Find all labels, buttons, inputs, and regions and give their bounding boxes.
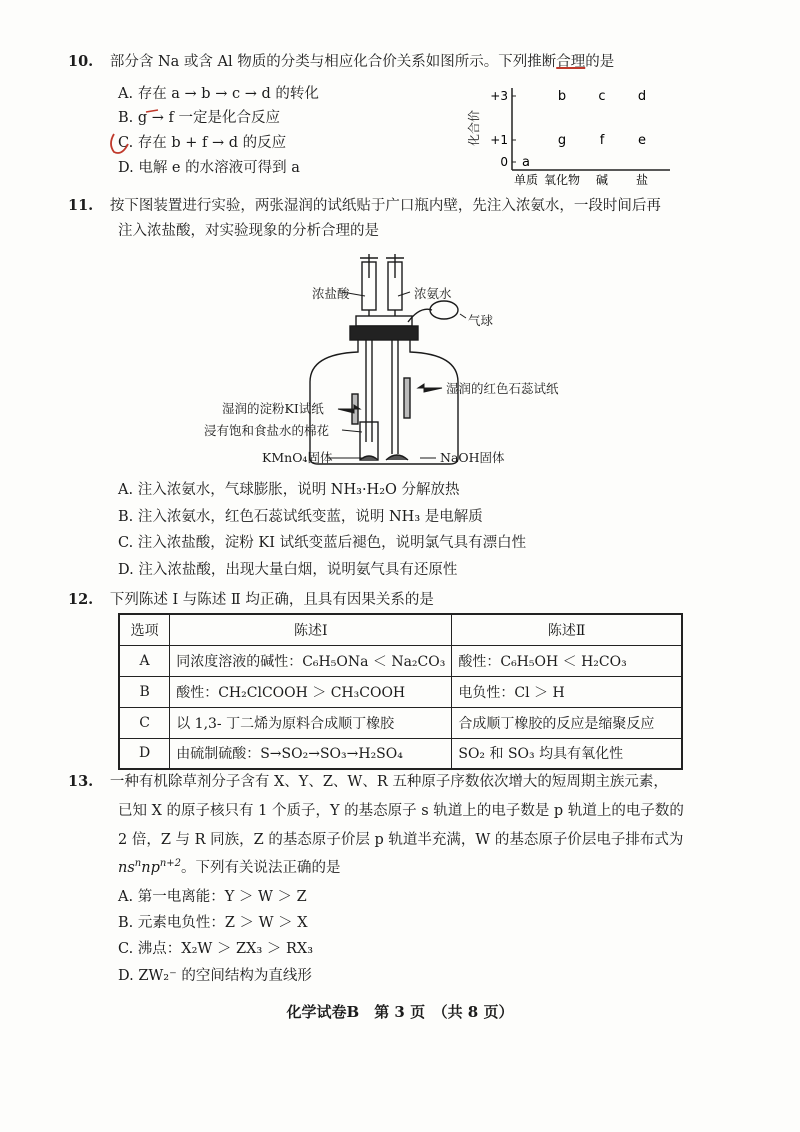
table-row xyxy=(119,707,682,738)
table-cell: 酸性：CH₂ClCOOH ＞ CH₃COOH xyxy=(170,676,452,707)
chart-point-a: a xyxy=(522,155,530,170)
table-header: 陈述Ⅰ xyxy=(170,614,452,645)
q11-option-c: C. 注入浓盐酸，淀粉 KI 试纸变蓝后褪色，说明氯气具有漂白性 xyxy=(118,535,527,551)
label-naoh: NaOH固体 xyxy=(440,450,505,465)
question-number: 12. xyxy=(68,591,94,608)
table-cell: 电负性：Cl ＞ H xyxy=(452,676,682,707)
handwritten-check-mark xyxy=(100,104,180,164)
table-cell: A xyxy=(119,645,170,676)
x-tick-label: 氧化物 xyxy=(543,173,581,187)
experiment-apparatus-figure xyxy=(210,254,540,474)
x-tick-label: 碱 xyxy=(595,173,609,187)
y-tick-label: +1 xyxy=(490,133,508,147)
underlined-word: 合理 xyxy=(556,54,586,70)
label-starch-ki: 湿润的淀粉KI试纸 xyxy=(222,401,324,416)
question-10-stem: 10. 部分含 Na 或含 Al 物质的分类与相应化合价关系如图所示。下列推断合理的是 xyxy=(68,53,615,70)
x-tick-label: 盐 xyxy=(635,173,649,187)
question-number: 11. xyxy=(68,197,94,214)
table-row xyxy=(119,738,682,769)
table-header: 陈述Ⅱ xyxy=(452,614,682,645)
label-cotton: 浸有饱和食盐水的棉花 xyxy=(204,423,330,438)
table-cell: 合成顺丁橡胶的反应是缩聚反应 xyxy=(452,707,682,738)
table-cell: SO₂ 和 SO₃ 均具有氧化性 xyxy=(452,738,682,769)
table-header-row xyxy=(119,614,682,645)
red-litmus-paper xyxy=(404,378,410,418)
y-tick-label: 0 xyxy=(500,155,508,169)
table-cell: 由硫制硫酸：S→SO₂→SO₃→H₂SO₄ xyxy=(170,738,452,769)
label-kmno4: KMnO₄固体 xyxy=(262,450,333,465)
chart-point-d: d xyxy=(637,89,647,104)
q13-option-c: C. 沸点：X₂W ＞ ZX₃ ＞ RX₃ xyxy=(118,941,314,957)
chart-point-c: c xyxy=(598,89,606,104)
question-number: 13. xyxy=(68,773,94,790)
table-cell: D xyxy=(119,738,170,769)
label-conc-hcl: 浓盐酸 xyxy=(312,286,350,301)
question-13-line2: 已知 X 的原子核只有 1 个质子，Y 的基态原子 s 轨道上的电子数是 p 轨道上的电子数的 xyxy=(118,803,684,819)
question-13-line4: $ns^nnp^{n+2}$。下列有关说法正确的是 xyxy=(118,858,341,876)
question-11-stem: 11. 按下图装置进行实验，两张湿润的试纸贴于广口瓶内壁，先注入浓氨水，一段时间后再 xyxy=(68,197,661,214)
table-cell: B xyxy=(119,676,170,707)
q11-option-d: D. 注入浓盐酸，出现大量白烟，说明氨气具有还原性 xyxy=(118,562,458,578)
table-cell: C xyxy=(119,707,170,738)
q10-option-a: A. 存在 a → b → c → d 的转化 xyxy=(118,86,319,102)
q13-option-d: D. ZW₂⁻ 的空间结构为直线形 xyxy=(118,968,312,984)
question-11-stem-line2: 注入浓盐酸，对实验现象的分析合理的是 xyxy=(118,223,379,239)
question-12-stem: 12. 下列陈述 Ⅰ 与陈述 Ⅱ 均正确，且具有因果关系的是 xyxy=(68,591,434,608)
q10-option-b: B. g → f 一定是化合反应 xyxy=(118,110,280,126)
x-tick-label: 单质 xyxy=(513,173,539,187)
question-13-stem: 13. 一种有机除草剂分子含有 X、Y、Z、W、R 五种原子序数依次增大的短周期主族元素， xyxy=(68,773,668,790)
question-13-line3: 2 倍，Z 与 R 同族，Z 的基态原子价层 p 轨道半充满，W 的基态原子价层电子排布式为 xyxy=(118,832,684,848)
rubber-stopper xyxy=(350,326,418,340)
q11-option-b: B. 注入浓氨水，红色石蕊试纸变蓝，说明 NH₃ 是电解质 xyxy=(118,509,483,525)
q11-option-a: A. 注入浓氨水，气球膨胀，说明 NH₃·H₂O 分解放热 xyxy=(118,482,460,498)
table-cell: 同浓度溶液的碱性：C₆H₅ONa ＜ Na₂CO₃ xyxy=(170,645,452,676)
q13-option-a: A. 第一电离能：Y ＞ W ＞ Z xyxy=(118,889,307,905)
label-balloon: 气球 xyxy=(468,313,494,328)
q13-option-b: B. 元素电负性：Z ＞ W ＞ X xyxy=(118,915,308,931)
table-row xyxy=(119,645,682,676)
table-row xyxy=(119,676,682,707)
wide-mouth-bottle xyxy=(310,340,458,464)
small-tube xyxy=(360,422,378,460)
page-footer: 化学试卷B 第 3 页 （共 8 页） xyxy=(286,1003,514,1021)
chart-point-e: e xyxy=(638,133,646,148)
q12-table xyxy=(118,613,683,770)
label-conc-ammonia: 浓氨水 xyxy=(414,286,452,301)
chart-point-g: g xyxy=(557,133,567,148)
q10-option-c: C. 存在 b + f → d 的反应 xyxy=(118,135,287,151)
y-tick-label: +3 xyxy=(490,89,508,103)
chart-point-f: f xyxy=(599,133,605,148)
q10-option-d: D. 电解 e 的水溶液可得到 a xyxy=(118,160,300,176)
chart-point-b: b xyxy=(557,89,567,104)
y-axis-label: 化合价 xyxy=(467,109,481,147)
label-red-litmus: 湿润的红色石蕊试纸 xyxy=(446,381,559,396)
valence-class-chart xyxy=(467,78,675,187)
table-cell: 以 1,3- 丁二烯为原料合成顺丁橡胶 xyxy=(170,707,452,738)
question-number: 10. xyxy=(68,53,94,70)
table-cell: 酸性：C₆H₅OH ＜ H₂CO₃ xyxy=(452,645,682,676)
table-header: 选项 xyxy=(119,614,170,645)
